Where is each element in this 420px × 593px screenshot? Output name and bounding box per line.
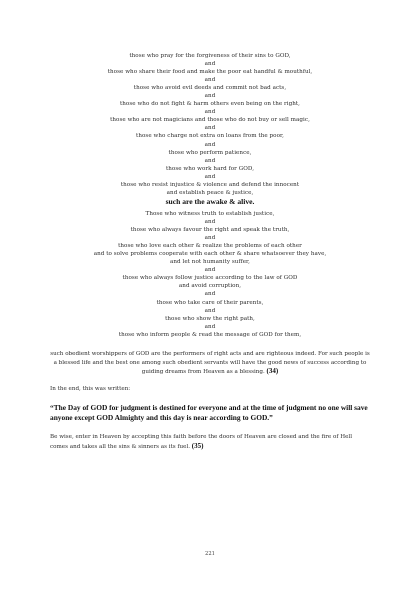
verse-line: and: [204, 291, 216, 298]
judgment-quote: “The Day of GOD for judgment is destined for everyone and at the time of judgment no one will save anyone except GOD Almighty and this day is near according to GOD.”: [50, 403, 368, 423]
verse-line: and avoid corruption,: [178, 283, 242, 290]
verse-line: and: [204, 93, 216, 100]
verse-line: those who take care of their parents,: [156, 299, 264, 306]
verse-line: and: [204, 77, 216, 84]
verse-block-first: [40, 52, 380, 197]
verse-line: and: [204, 267, 216, 274]
verse-line: and: [204, 157, 216, 164]
verse-line: those who perform patience,: [168, 149, 252, 156]
verse-line: and to solve problems cooperate with each other & share whatsoever they have,: [93, 251, 327, 258]
righteous-paragraph: [50, 350, 370, 377]
verse-line: those who show the right path,: [165, 315, 255, 322]
verse-block-second: [40, 210, 380, 339]
verse-line: those who always follow justice according to the law of GOD: [122, 275, 298, 282]
verse-line: and: [204, 61, 216, 68]
verse-line: those who love each other & realize the problems of each other: [118, 243, 302, 250]
verse-line: and: [204, 235, 216, 242]
verse-line: those who inform people & read the message of GOD for them,: [118, 331, 302, 338]
verse-line: those who share their food and make the poor eat handful & mouthful,: [107, 69, 313, 76]
reference-number: (34): [266, 367, 279, 376]
paragraph-text: Be wise, enter in Heaven by accepting this faith before the doors of Heaven are closed and the fire of Hell comes and takes all the sins & sinners as its fuel.: [50, 434, 352, 450]
verse-line: and: [204, 109, 216, 116]
verse-line: and: [204, 219, 216, 226]
verse-line: and establish peace & justice,: [166, 189, 254, 196]
verse-line: and: [204, 125, 216, 132]
paragraph-text: such obedient worshippers of GOD are the performers of right acts and are righteous indeed. For such people is a blessed life and the best one among such obedient servants will have the good news of success according to guiding dreams from Heaven as a blessing.: [50, 351, 370, 376]
verse-line: and: [204, 173, 216, 180]
written-intro: In the end, this was written:: [50, 386, 131, 392]
verse-line: those who are not magicians and those who do not buy or sell magic,: [110, 117, 310, 124]
verse-line: those who charge not extra on loans from the poor,: [136, 133, 284, 140]
verse-line: those who avoid evil deeds and commit not bad acts,: [133, 85, 287, 92]
verse-line: those who work hard for GOD,: [165, 165, 255, 172]
verse-line: and: [204, 323, 216, 330]
page-number: 221: [205, 551, 215, 557]
verse-line: those who resist injustice & violence and defend the innocent: [120, 181, 300, 188]
verse-line: those who pray for the forgiveness of their sins to GOD,: [129, 53, 291, 59]
verse-line: and let not humanity suffer,: [169, 259, 250, 266]
verse-line: Those who witness truth to establish justice,: [145, 211, 275, 217]
verse-line: those who always favour the right and speak the truth,: [130, 227, 290, 234]
verse-line: and: [204, 307, 216, 314]
heaven-paragraph: [50, 433, 370, 451]
verse-line: those who do not fight & harm others even being on the right,: [119, 101, 301, 108]
awake-heading: such are the awake & alive.: [165, 197, 255, 206]
reference-number: (35): [191, 441, 204, 450]
verse-line: and: [204, 141, 216, 148]
